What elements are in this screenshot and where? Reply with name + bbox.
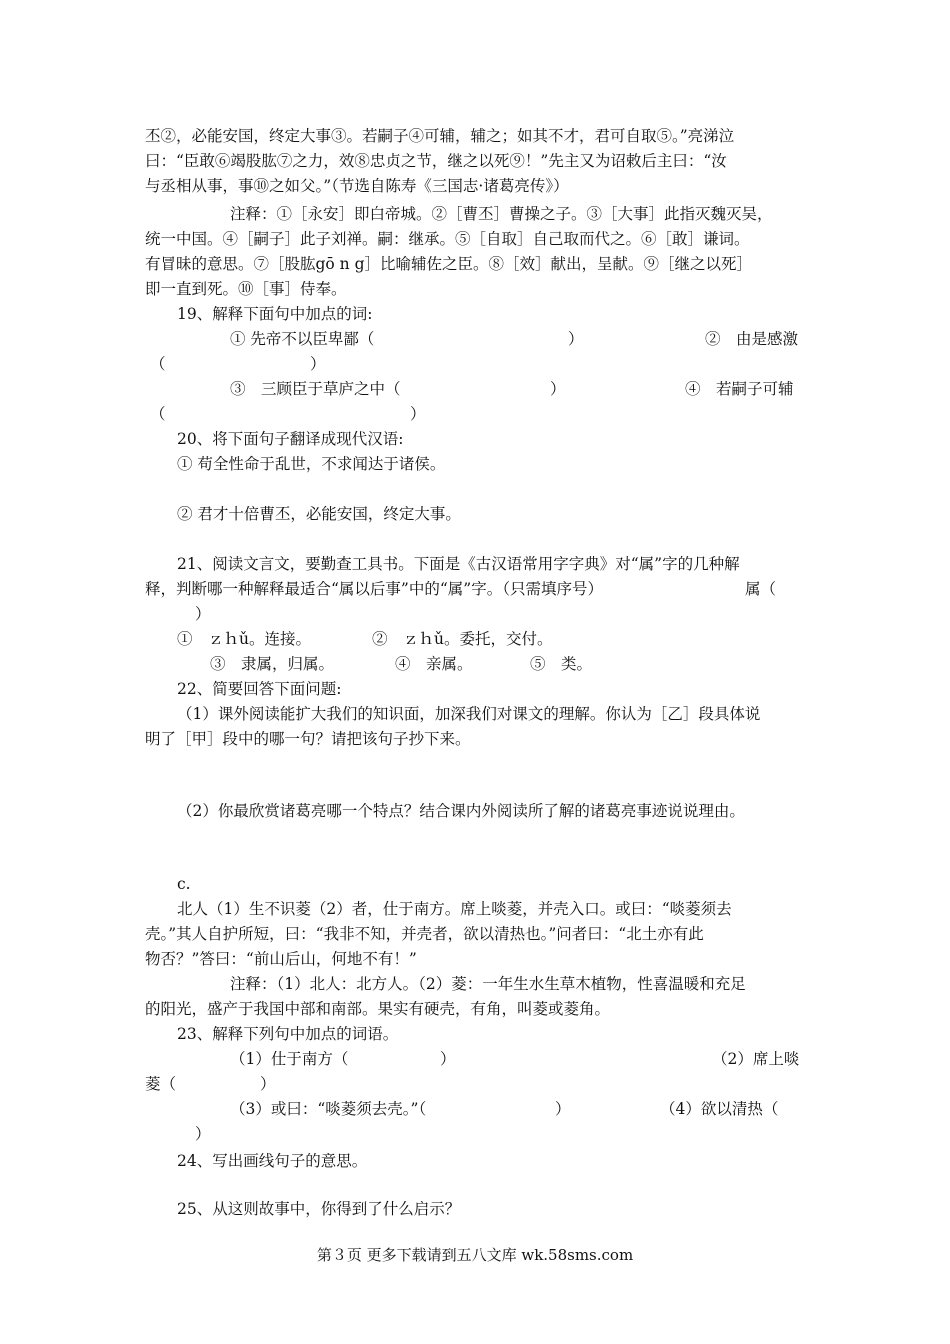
q23-item-2: （2）席上啖 — [712, 1050, 800, 1068]
q21-option-4: ④ 亲属。 — [395, 655, 473, 673]
q23-item-2-cont: 菱（ — [145, 1075, 177, 1093]
passage-b-line-1: 丕②，必能安国，终定大事③。若嗣子④可辅，辅之；如其不才，君可自取⑤。”亮涕泣 — [145, 127, 735, 145]
q21-option-5: ⑤ 类。 — [530, 655, 593, 673]
passage-b-note-3: 有冒昧的意思。⑦［股肱gō n g］比喻辅佐之臣。⑧［效］献出，呈献。⑨［继之以死］ — [145, 255, 753, 273]
q19-item-4: ④ 若嗣子可辅 — [685, 380, 794, 398]
q21-option-2: ② ｚｈǔ。委托，交付。 — [372, 630, 553, 648]
q22-part-1-line-1: （1）课外阅读能扩大我们的知识面，加深我们对课文的理解。你认为［乙］段具体说 — [177, 705, 761, 723]
passage-c-line-3: 物否？”答曰：“前山后山，何地不有！” — [145, 950, 417, 968]
passage-b-line-3: 与丞相从事，事⑩之如父。”（节选自陈寿《三国志·诸葛亮传》） — [145, 177, 569, 195]
passage-b-note-2: 统一中国。④［嗣子］此子刘禅。嗣：继承。⑤［自取］自己取而代之。⑥［敢］谦词。 — [145, 230, 750, 248]
q19-item-1-close: ） — [568, 330, 584, 348]
q23-title: 23、解释下列句中加点的词语。 — [177, 1025, 399, 1043]
q21-answer-blank: 属（ — [745, 580, 777, 598]
q23-item-4: （4）欲以清热（ — [660, 1100, 779, 1118]
q19-item-2-open: （ — [150, 355, 166, 373]
passage-c-line-1: 北人（1）生不识菱（2）者，仕于南方。席上啖菱，并壳入口。或曰：“啖菱须去 — [177, 900, 732, 918]
passage-b-note-1: 注释：①［永安］即白帝城。②［曹丕］曹操之子。③［大事］此指灭魏灭吴， — [230, 205, 773, 223]
q22-title: 22、简要回答下面问题: — [177, 680, 342, 698]
q19-item-4-open: （ — [150, 405, 166, 423]
q21-option-3: ③ 隶属，归属。 — [210, 655, 335, 673]
page-footer: 第３页 更多下载请到五八文库 wk.58sms.com — [316, 1246, 634, 1264]
q21-answer-close: ） — [195, 605, 211, 623]
q22-part-2: （2）你最欣赏诸葛亮哪一个特点？结合课内外阅读所了解的诸葛亮事迹说说理由。 — [177, 802, 745, 820]
q23-item-3: （3）或曰：“啖菱须去壳。”（ — [230, 1100, 427, 1118]
q19-title: 19、解释下面句中加点的词: — [177, 305, 373, 323]
q25-title: 25、从这则故事中，你得到了什么启示？ — [177, 1200, 461, 1218]
q23-item-3-close: ） — [555, 1100, 571, 1118]
passage-b-note-4: 即一直到死。⑩［事］侍奉。 — [145, 280, 347, 298]
q24-title: 24、写出画线句子的意思。 — [177, 1152, 368, 1170]
passage-c-label: c. — [177, 875, 191, 893]
passage-c-line-2: 壳。”其人自护所短，曰：“我非不知，并壳者，欲以清热也。”问者曰：“北土亦有此 — [145, 925, 704, 943]
q23-item-4-close: ） — [195, 1125, 211, 1143]
q19-item-1: ① 先帝不以臣卑鄙（ — [230, 330, 375, 348]
q23-item-1-close: ） — [440, 1050, 456, 1068]
q21-option-1: ① ｚｈǔ。连接。 — [177, 630, 311, 648]
passage-b-line-2: 曰：“臣敢⑥竭股肱⑦之力，效⑧忠贞之节，继之以死⑨！”先主又为诏敕后主曰：“汝 — [145, 152, 727, 170]
q20-item-1: ① 苟全性命于乱世，不求闻达于诸侯。 — [177, 455, 446, 473]
q19-item-4-close: ） — [410, 405, 426, 423]
q19-item-2-close: ） — [310, 355, 326, 373]
passage-c-note-2: 的阳光，盛产于我国中部和南部。果实有硬壳，有角，叫菱或菱角。 — [145, 1000, 611, 1018]
q19-item-2: ② 由是感激 — [705, 330, 799, 348]
passage-c-note-1: 注释：（1）北人：北方人。（2）菱：一年生水生草木植物，性喜温暖和充足 — [230, 975, 746, 993]
q21-line-1: 21、阅读文言文，要勤查工具书。下面是《古汉语常用字字典》对“属”字的几种解 — [177, 555, 740, 573]
q19-item-3: ③ 三顾臣于草庐之中（ — [230, 380, 401, 398]
q20-title: 20、将下面句子翻译成现代汉语: — [177, 430, 404, 448]
q23-item-2-close: ） — [260, 1075, 276, 1093]
q23-item-1: （1）仕于南方（ — [230, 1050, 349, 1068]
q21-line-2: 释，判断哪一种解释最适合“属以后事”中的“属”字。（只需填序号） — [145, 580, 603, 598]
q20-item-2: ② 君才十倍曹丕，必能安国，终定大事。 — [177, 505, 461, 523]
q22-part-1-line-2: 明了［甲］段中的哪一句？请把该句子抄下来。 — [145, 730, 471, 748]
q19-item-3-close: ） — [550, 380, 566, 398]
